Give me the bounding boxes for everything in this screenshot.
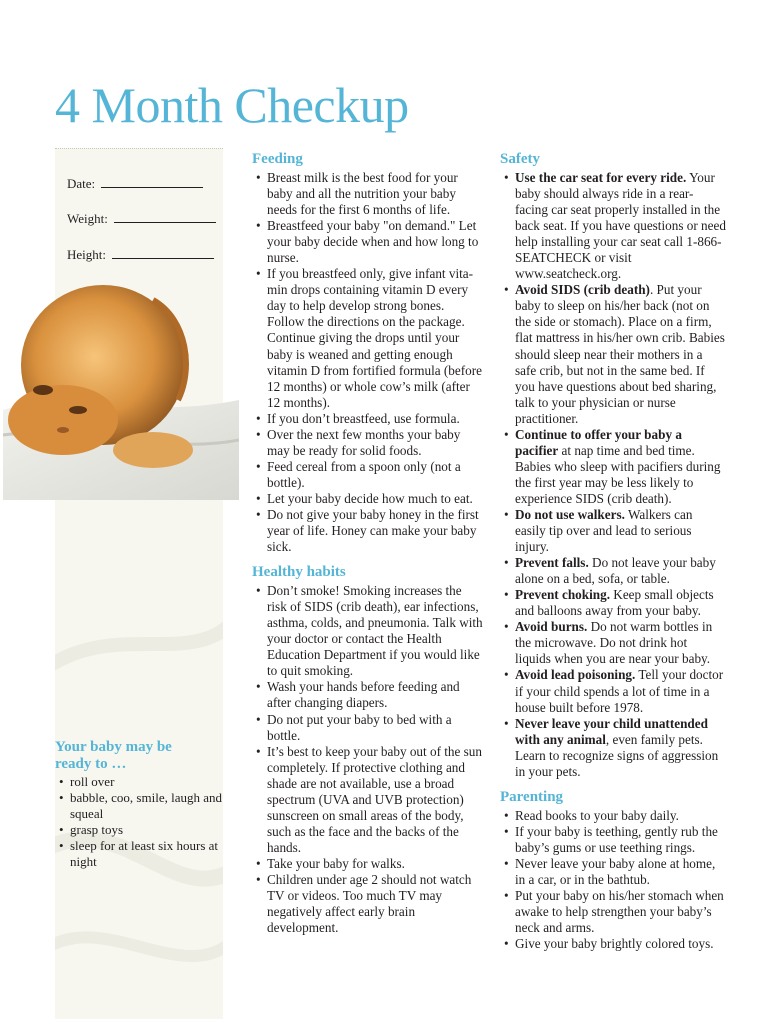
list-item: • Children under age 2 should not watch TV or videos. Too much TV may negatively affect early brain development. <box>252 872 484 936</box>
date-label: Date: <box>67 176 96 191</box>
middle-column <box>252 150 484 936</box>
list-item: • Never leave your child unattended with any animal, even family pets. Learn to recognize signs of aggression in your pets. <box>500 716 726 780</box>
list-item: • If you breastfeed only, give infant vita-min drops containing vitamin D every day to help develop strong bones. Follow the directions on the package. Continue giving the drops until your baby is weaned and getting enough vitamin D from fortified formula (before 12 months) or whole cow’s milk (after 12 months). <box>252 266 484 410</box>
list-item: • Do not give your baby honey in the first year of life. Honey can make your baby sick. <box>252 507 484 555</box>
safety-list <box>500 170 726 780</box>
list-item: • Put your baby on his/her stomach when awake to help strengthen your baby’s neck and arms. <box>500 888 726 936</box>
list-item: • Let your baby decide how much to eat. <box>252 491 484 507</box>
date-line[interactable] <box>101 176 203 188</box>
list-item: • Avoid lead poisoning. Tell your doctor if your child spends a lot of time in a house built before 1978. <box>500 667 726 715</box>
list-item: • Do not put your baby to bed with a bottle. <box>252 712 484 744</box>
list-item: • Prevent falls. Do not leave your baby alone on a bed, sofa, or table. <box>500 555 726 587</box>
list-item: • Take your baby for walks. <box>252 856 484 872</box>
list-item: • roll over <box>55 774 230 790</box>
height-label: Height: <box>67 247 106 262</box>
parenting-heading: Parenting <box>500 788 564 805</box>
list-item: • Breastfeed your baby "on demand." Let your baby decide when and how long to nurse. <box>252 218 484 266</box>
list-item: • If you don’t breastfeed, use formula. <box>252 411 484 427</box>
list-item: • Breast milk is the best food for your baby and all the nutrition your baby needs for the first 6 months of life. <box>252 170 484 218</box>
list-item: • Over the next few months your baby may be ready for solid foods. <box>252 427 484 459</box>
list-item: • Do not use walkers. Walkers can easily tip over and lead to serious injury. <box>500 507 726 555</box>
list-item: • Feed cereal from a spoon only (not a bottle). <box>252 459 484 491</box>
healthy-habits-heading: Healthy habits <box>252 564 346 581</box>
list-item: • Use the car seat for every ride. Your baby should always ride in a rear-facing car seat properly installed in the back seat. If you have questions or need help installing your car seat call 1-866-SEATCHECK or visit www.seatcheck.org. <box>500 170 726 282</box>
list-item: • Never leave your baby alone at home, in a car, or in the bathtub. <box>500 856 726 888</box>
list-item: • Give your baby brightly colored toys. <box>500 936 726 952</box>
date-field[interactable] <box>67 176 203 192</box>
list-item: • It’s best to keep your baby out of the sun completely. If protective clothing and shade are not available, use a broad spectrum (UVA and UVB protection) sunscreen on small areas of the body, such as the face and the backs of the hands. <box>252 744 484 856</box>
list-item: • Wash your hands before feeding and after changing diapers. <box>252 679 484 711</box>
feeding-heading: Feeding <box>252 151 303 167</box>
weight-field[interactable] <box>67 211 216 227</box>
list-item: • Continue to offer your baby a pacifier at nap time and bed time. Babies who sleep with pacifiers during the first year may be less likely to experience SIDS (crib death). <box>500 427 726 507</box>
list-item: • sleep for at least six hours at night <box>55 838 230 870</box>
page-title: 4 Month Checkup <box>55 77 409 133</box>
weight-label: Weight: <box>67 211 108 226</box>
list-item: • Avoid SIDS (crib death). Put your baby to sleep on his/her back (not on the side or stomach). Place on a firm, flat mattress in his/her own crib. Babies should sleep near their mothers in a safe crib, but not in the same bed. If you have questions about bed sharing, talk to your physician or nurse practitioner. <box>500 282 726 426</box>
baby-photo <box>3 260 239 500</box>
healthy-habits-list <box>252 583 484 936</box>
right-column <box>500 150 726 952</box>
parenting-list <box>500 808 726 952</box>
list-item: • If your baby is teething, gently rub the baby’s gums or use teething rings. <box>500 824 726 856</box>
baby-ready-heading: Your baby may be ready to … <box>55 739 172 772</box>
weight-line[interactable] <box>114 211 216 223</box>
list-item: • Prevent choking. Keep small objects and balloons away from your baby. <box>500 587 726 619</box>
height-line[interactable] <box>112 247 214 259</box>
list-item: • grasp toys <box>55 822 230 838</box>
baby-ready-list <box>55 774 230 870</box>
safety-heading: Safety <box>500 151 540 167</box>
list-item: • Read books to your baby daily. <box>500 808 726 824</box>
feeding-list <box>252 170 484 555</box>
list-item: • Don’t smoke! Smoking increases the risk of SIDS (crib death), ear infections, asthma, colds, and pneumonia. Talk with your doctor or contact the Health Education Department if you would like to quit smoking. <box>252 583 484 679</box>
list-item: • babble, coo, smile, laugh and squeal <box>55 790 230 822</box>
list-item: • Avoid burns. Do not warm bottles in the microwave. Do not drink hot liquids when you are near your baby. <box>500 619 726 667</box>
